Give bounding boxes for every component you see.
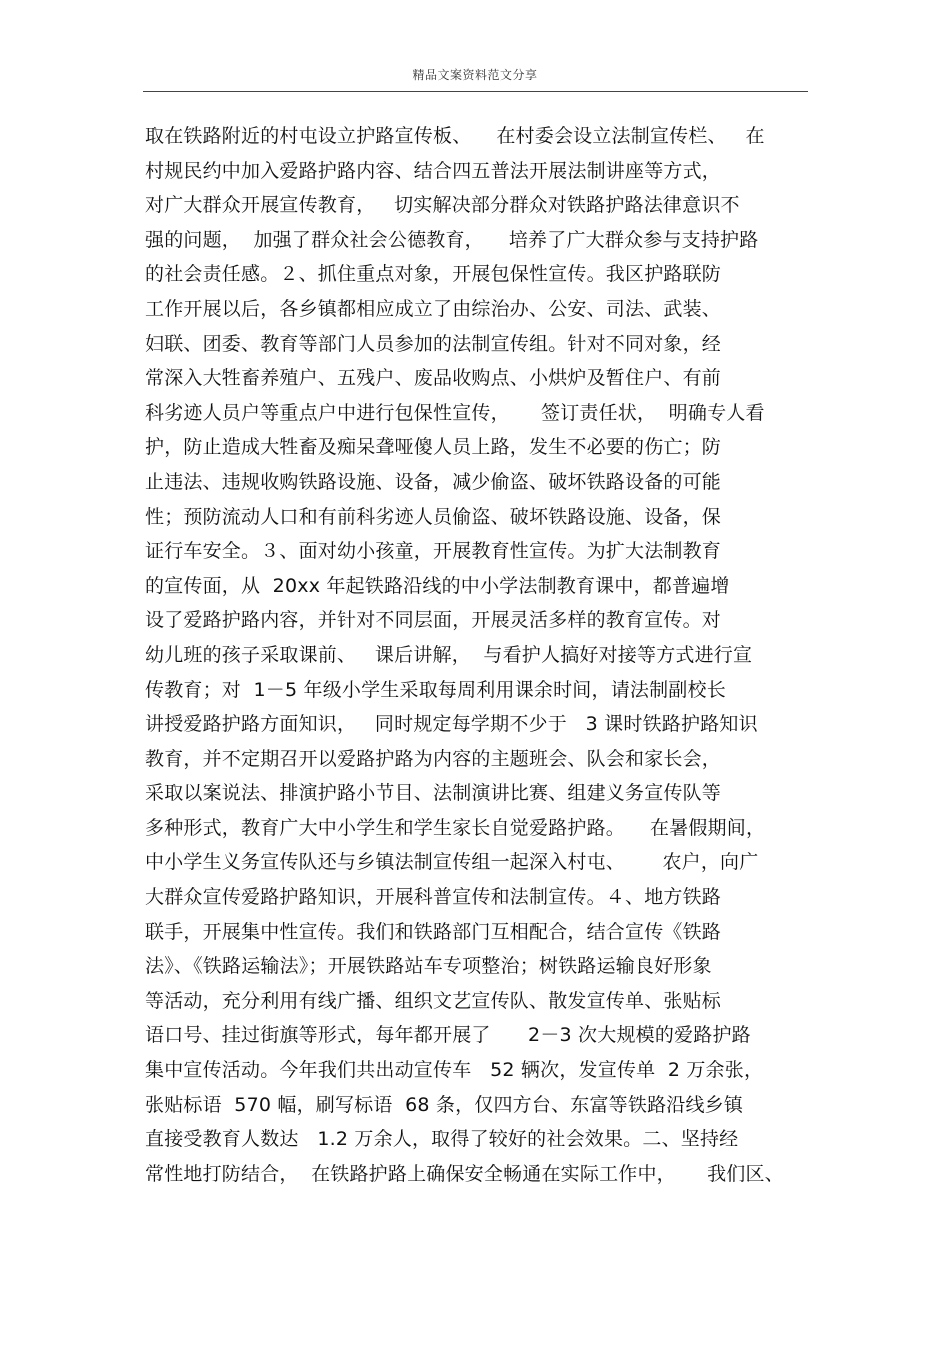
text-line: 护，防止造成大牲畜及痴呆聋哑傻人员上路，发生不必要的伤亡；防 [145, 436, 722, 459]
text-line: 常性地打防结合， 在铁路护路上确保安全畅通在实际工作中， 我们区、 [145, 1162, 784, 1185]
text-line: 采取以案说法、排演护路小节目、法制演讲比赛、组建义务宣传队等 [145, 782, 722, 805]
text-line: 村规民约中加入爱路护路内容、结合四五普法开展法制讲座等方式， [145, 159, 722, 182]
text-line: 妇联、团委、教育等部门人员参加的法制宣传组。针对不同对象，经 [145, 332, 722, 355]
text-line: 直接受教育人数达 1.2 万余人，取得了较好的社会效果。二、坚持经 [145, 1128, 739, 1151]
text-line: 联手，开展集中性宣传。我们和铁路部门互相配合，结合宣传《铁路 [145, 920, 722, 943]
text-line: 对广大群众开展宣传教育， 切实解决部分群众对铁路护路法律意识不 [145, 194, 740, 217]
text-line: 的宣传面，从 20xx 年起铁路沿线的中小学法制教育课中，都普遍增 [145, 574, 730, 597]
text-line: 常深入大牲畜养殖户、五残户、废品收购点、小烘炉及暂住户、有前 [145, 367, 722, 390]
text-line: 性；预防流动人口和有前科劣迹人员偷盗、破坏铁路设施、设备，保 [145, 505, 722, 528]
text-line: 强的问题， 加强了群众社会公德教育， 培养了广大群众参与支持护路 [145, 228, 759, 251]
text-line: 传教育；对 1－5 年级小学生采取每周利用课余时间，请法制副校长 [145, 678, 726, 701]
page-header: 精品文案资料范文分享 [412, 68, 538, 82]
header-divider [143, 91, 808, 92]
text-line: 的社会责任感。２、抓住重点对象，开展包保性宣传。我区护路联防 [145, 263, 722, 286]
text-line: 等活动，充分利用有线广播、组织文艺宣传队、散发宣传单、张贴标 [145, 989, 722, 1012]
text-line: 多种形式，教育广大中小学生和学生家长自觉爱路护路。 在暑假期间， [145, 816, 766, 839]
text-line: 科劣迹人员户等重点户中进行包保性宣传， 签订责任状， 明确专人看 [145, 401, 765, 424]
text-line: 张贴标语 570 幅，刷写标语 68 条，仅四方台、东富等铁路沿线乡镇 [145, 1093, 744, 1116]
text-line: 取在铁路附近的村屯设立护路宣传板、 在村委会设立法制宣传栏、 在 [145, 125, 765, 147]
text-line: 语口号、挂过街旗等形式，每年都开展了 2－3 次大规模的爱路护路 [145, 1024, 751, 1047]
text-line: 集中宣传活动。今年我们共出动宣传车 52 辆次，发宣传单 2 万余张， [145, 1059, 764, 1082]
text-line: 教育，并不定期召开以爱路护路为内容的主题班会、队会和家长会， [145, 747, 722, 770]
document-body [145, 119, 815, 1191]
text-line: 设了爱路护路内容，并针对不同层面，开展灵活多样的教育宣传。对 [145, 609, 722, 632]
text-line: 大群众宣传爱路护路知识，开展科普宣传和法制宣传。４、地方铁路 [145, 886, 722, 909]
text-line: 讲授爱路护路方面知识， 同时规定每学期不少于 3 课时铁路护路知识 [145, 713, 758, 736]
text-line: 法》、《铁路运输法》；开展铁路站车专项整治；树铁路运输良好形象 [145, 955, 712, 978]
text-line: 证行车安全。３、面对幼小孩童，开展教育性宣传。为扩大法制教育 [145, 540, 722, 563]
text-line: 幼儿班的孩子采取课前、 课后讲解， 与看护人搞好对接等方式进行宣 [145, 643, 753, 666]
text-line: 工作开展以后，各乡镇都相应成立了由综治办、公安、司法、武装、 [145, 297, 722, 320]
text-line: 止违法、违规收购铁路设施、设备，减少偷盗、破坏铁路设备的可能 [145, 470, 722, 493]
text-line: 中小学生义务宣传队还与乡镇法制宣传组一起深入村屯、 农户，向广 [145, 851, 759, 874]
